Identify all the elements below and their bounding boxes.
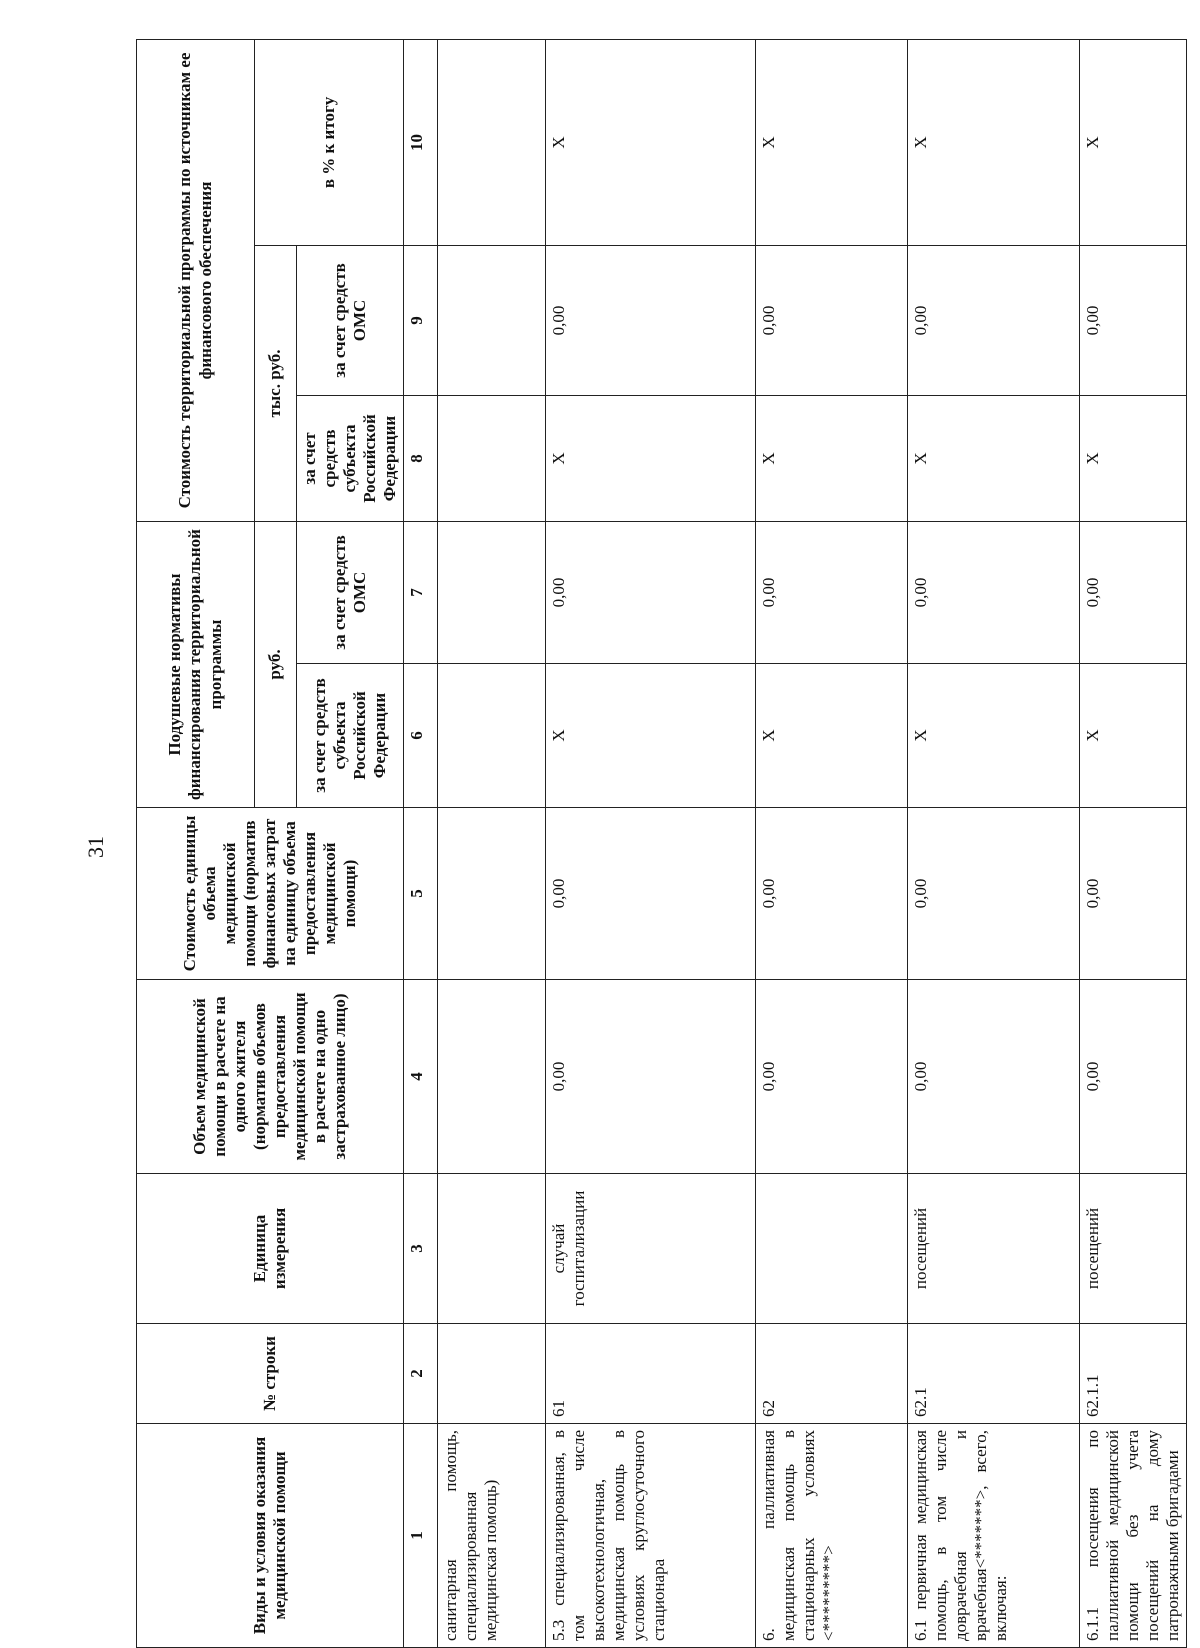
row-oms-rub: 0,00 <box>908 522 1080 664</box>
row-volume: 0,00 <box>908 980 1080 1174</box>
row-percent: X <box>1080 39 1187 245</box>
column-number: 7 <box>404 522 438 664</box>
row-line <box>438 1324 546 1424</box>
header-unit-rub: руб. <box>255 522 297 808</box>
row-subject-rub: X <box>1080 664 1187 808</box>
row-line: 62 <box>756 1324 908 1424</box>
column-number: 3 <box>404 1174 438 1324</box>
table-row <box>756 39 908 1647</box>
row-percent: X <box>908 39 1080 245</box>
row-percent: X <box>546 39 756 245</box>
row-volume: 0,00 <box>1080 980 1187 1174</box>
row-subject-thousand: X <box>1080 396 1187 522</box>
rotated-table-container <box>136 40 1183 1648</box>
row-subject-rub: X <box>546 664 756 808</box>
row-percent: X <box>756 39 908 245</box>
row-oms-thousand <box>438 246 546 396</box>
row-oms-rub: 0,00 <box>1080 522 1187 664</box>
header-oms-funds-rub: за счет средств ОМС <box>297 522 404 664</box>
row-unit-cost: 0,00 <box>1080 808 1187 980</box>
header-kinds: Виды и условия оказания медицинской помощи <box>137 1424 404 1648</box>
header-percent-total: в % к итогу <box>255 39 404 245</box>
column-number: 9 <box>404 246 438 396</box>
row-oms-rub: 0,00 <box>756 522 908 664</box>
column-number: 2 <box>404 1324 438 1424</box>
row-unit-cost: 0,00 <box>546 808 756 980</box>
column-number: 10 <box>404 39 438 245</box>
row-oms-thousand: 0,00 <box>908 246 1080 396</box>
row-name: 6.1.1 посещения по паллиативной медицинской помощи без учета посещений на дому патронажными бригадами <box>1080 1424 1187 1648</box>
row-unit <box>756 1174 908 1324</box>
column-number: 6 <box>404 664 438 808</box>
row-name: санитарная помощь, специализированная медицинская помощь) <box>438 1424 546 1648</box>
row-percent <box>438 39 546 245</box>
row-line: 61 <box>546 1324 756 1424</box>
row-name: 5.3 специализированная, в том числе высокотехнологичная, медицинская помощь в условиях круглосуточного стационара <box>546 1424 756 1648</box>
financing-table <box>136 39 1187 1648</box>
row-unit: случай госпитализации <box>546 1174 756 1324</box>
row-volume <box>438 980 546 1174</box>
column-number: 5 <box>404 808 438 980</box>
row-volume: 0,00 <box>756 980 908 1174</box>
row-oms-rub <box>438 522 546 664</box>
row-oms-thousand: 0,00 <box>546 246 756 396</box>
row-unit-cost: 0,00 <box>756 808 908 980</box>
header-subject-funds-thousand: за счет средств субъекта Российской Федерации <box>297 396 404 522</box>
header-unit-cost: Стоимость единицы объема медицинской помощи (норматив финансовых затрат на единицу объема предоставления медицинской помощи) <box>137 808 404 980</box>
row-oms-thousand: 0,00 <box>756 246 908 396</box>
row-name: 6. паллиативная медицинская помощь в стационарных условиях <*********> <box>756 1424 908 1648</box>
header-volume: Объем медицинской помощи в расчете на одного жителя (норматив объемов предоставления медицинской помощи в расчете на одно застрахованное лицо) <box>137 980 404 1174</box>
row-unit-cost <box>438 808 546 980</box>
table-row <box>438 39 546 1647</box>
row-unit <box>438 1174 546 1324</box>
row-unit-cost: 0,00 <box>908 808 1080 980</box>
row-volume: 0,00 <box>546 980 756 1174</box>
row-line: 62.1.1 <box>1080 1324 1187 1424</box>
row-unit: посещений <box>908 1174 1080 1324</box>
row-subject-rub <box>438 664 546 808</box>
column-number: 4 <box>404 980 438 1174</box>
row-subject-thousand: X <box>546 396 756 522</box>
row-subject-thousand <box>438 396 546 522</box>
table-row <box>908 39 1080 1647</box>
header-per-capita-group: Подушевые нормативы финансирования территориальной программы <box>137 522 255 808</box>
header-unit: Единица измерения <box>137 1174 404 1324</box>
row-unit: посещений <box>1080 1174 1187 1324</box>
header-cost-group: Стоимость территориальной программы по источникам ее финансового обеспечения <box>137 39 255 521</box>
row-oms-rub: 0,00 <box>546 522 756 664</box>
row-line: 62.1 <box>908 1324 1080 1424</box>
column-number-row <box>404 39 438 1647</box>
row-subject-thousand: X <box>908 396 1080 522</box>
row-subject-rub: X <box>756 664 908 808</box>
header-unit-thousand-rub: тыс. руб. <box>255 246 297 522</box>
header-oms-funds-thousand: за счет средств ОМС <box>297 246 404 396</box>
row-name: 6.1 первичная медицинская помощь, в том числе доврачебная и врачебная<*******>, всего, включая: <box>908 1424 1080 1648</box>
row-oms-thousand: 0,00 <box>1080 246 1187 396</box>
header-subject-funds-rub: за счет средств субъекта Российской Федерации <box>297 664 404 808</box>
row-subject-thousand: X <box>756 396 908 522</box>
table-row <box>1080 39 1187 1647</box>
column-number: 8 <box>404 396 438 522</box>
column-number: 1 <box>404 1424 438 1648</box>
table-row <box>546 39 756 1647</box>
page-number: 31 <box>83 836 108 858</box>
row-subject-rub: X <box>908 664 1080 808</box>
header-line-number: № строки <box>137 1324 404 1424</box>
